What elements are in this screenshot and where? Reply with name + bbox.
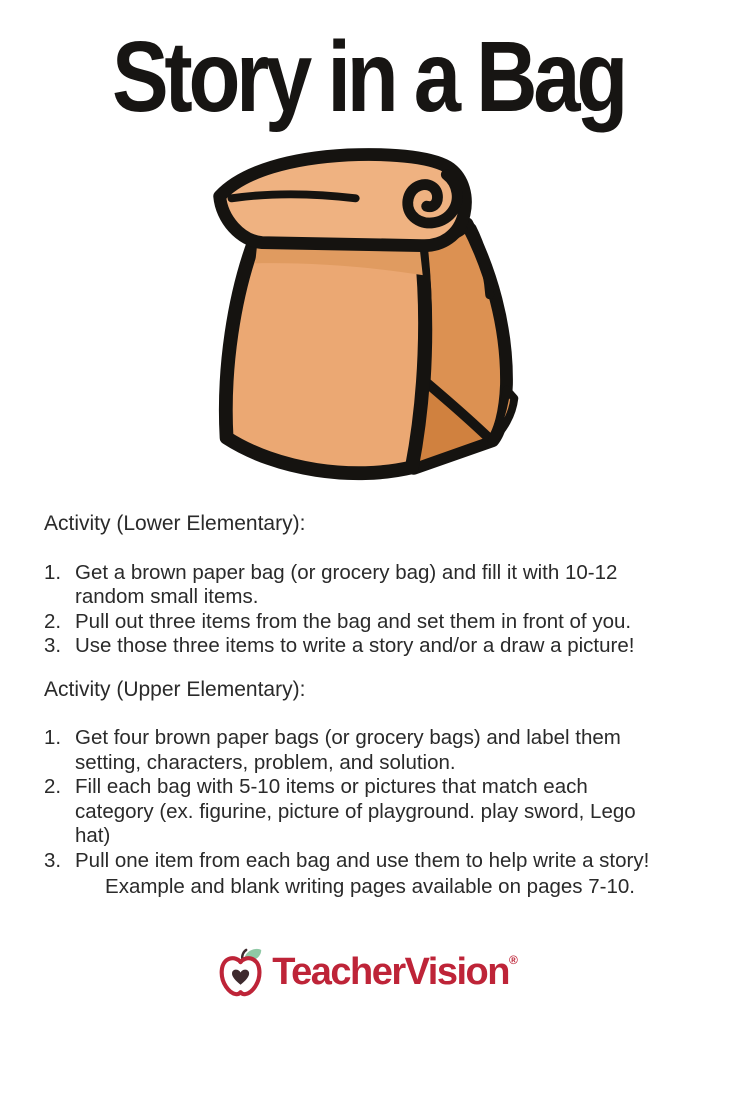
list-text: Pull out three items from the bag and set them in front of you.: [75, 609, 632, 633]
list-number: 2.: [44, 775, 62, 798]
activity-instructions: [44, 512, 696, 900]
list-text: Get a brown paper bag (or grocery bag) and fill it with 10-12 random small items.: [75, 560, 618, 608]
list-number: 3.: [44, 634, 62, 657]
list-text: Get four brown paper bags (or grocery bags) and label them setting, characters, problem, and solution.: [75, 726, 621, 774]
list-item: [44, 775, 696, 849]
apple-logo-icon: [218, 947, 265, 998]
list-item: [44, 610, 696, 635]
bag-pinch-crease: [232, 194, 356, 198]
list-number: 1.: [44, 726, 62, 749]
paper-bag-icon: [198, 145, 538, 495]
paper-bag-illustration: [198, 145, 538, 495]
page-title: Story in a Bag: [111, 21, 625, 133]
worksheet-page: [0, 21, 736, 1104]
list-text: Use those three items to write a story and/or a draw a picture!: [75, 634, 635, 657]
upper-elementary-list: [44, 726, 696, 873]
list-item: [44, 634, 696, 659]
list-item: [44, 849, 696, 874]
list-text: Fill each bag with 5-10 items or pictures that match each category (ex. figurine, picture of playground. play sword, Lego hat): [75, 775, 636, 847]
list-item: [44, 561, 696, 610]
bag-front-panel: [226, 242, 425, 474]
brand-wordmark: TeacherVision®: [272, 951, 518, 993]
footer-note: Example and blank writing pages available on pages 7-10.: [105, 875, 635, 898]
list-number: 1.: [44, 560, 62, 584]
list-text: Pull one item from each bag and use them to help write a story!: [75, 848, 650, 872]
teachervision-logo: [0, 947, 736, 998]
registered-mark: ®: [508, 953, 518, 967]
list-item: [44, 726, 696, 775]
list-number: 3.: [44, 848, 62, 872]
lower-elementary-list: [44, 561, 696, 659]
list-number: 2.: [44, 609, 62, 633]
section-heading-lower: Activity (Lower Elementary):: [44, 512, 306, 535]
section-heading-upper: Activity (Upper Elementary):: [44, 677, 306, 701]
